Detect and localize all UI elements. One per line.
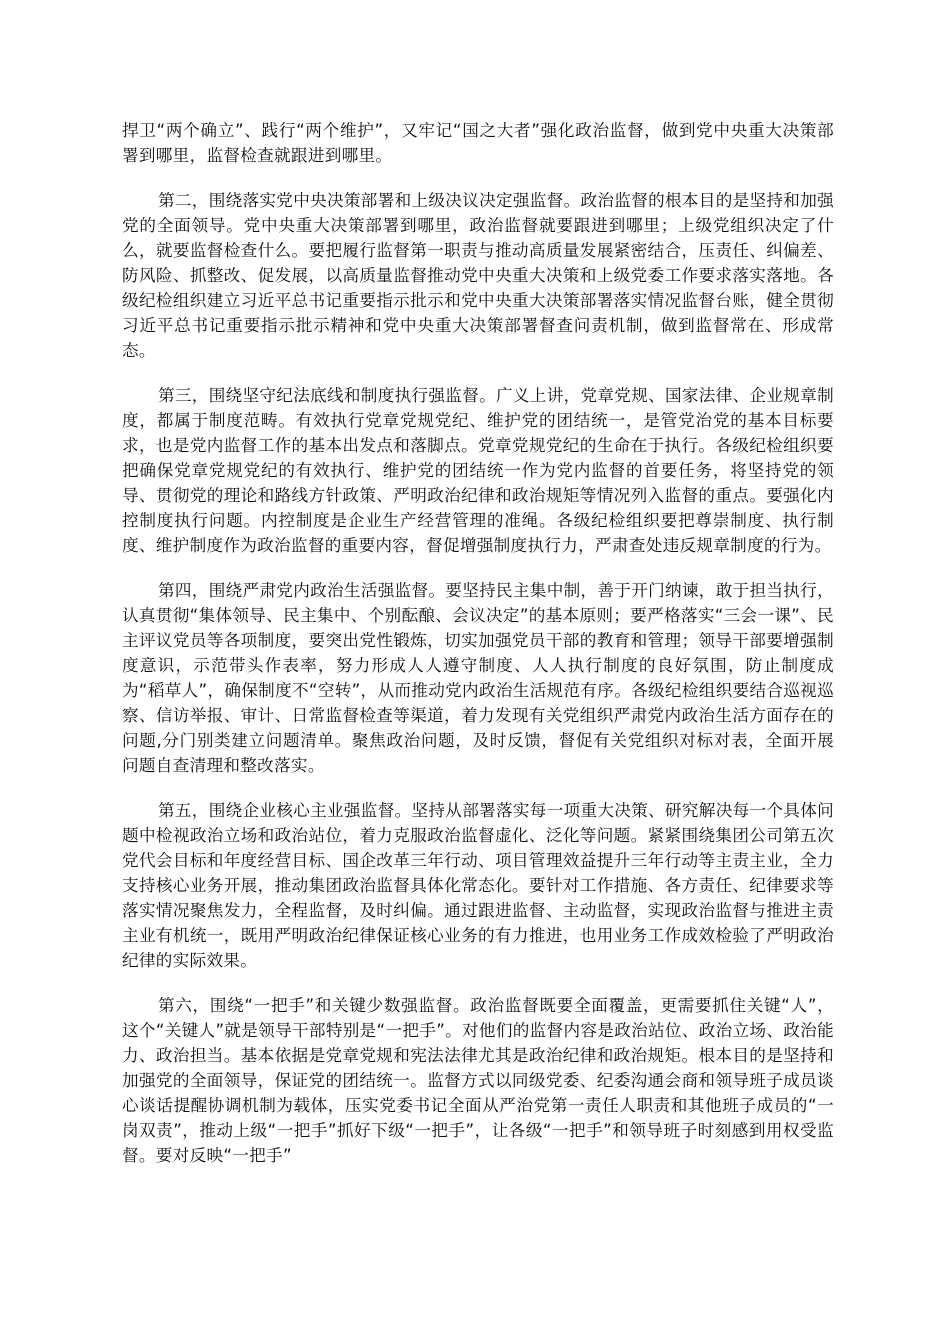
document-page	[122, 118, 834, 1188]
paragraph-fourth: 第四，围绕严肃党内政治生活强监督。要坚持民主集中制，善于开门纳谏，敢于担当执行，认真贯彻“集体领导、民主集中、个别酝酿、会议决定”的基本原则；要严格落实“三会一课”、民主评议党员等各项制度，要突出党性锻炼，切实加强党员干部的教育和管理；领导干部要增强制度意识，示范带头作表率，努力形成人人遵守制度、人人执行制度的良好氛围，防止制度成为“稻草人”，确保制度不“空转”，从而推动党内政治生活规范有序。各级纪检组织要结合巡视巡察、信访举报、审计、日常监督检查等渠道，着力发现有关党组织严肃党内政治生活方面存在的问题,分门别类建立问题清单。聚焦政治问题，及时反馈，督促有关党组织对标对表，全面开展问题自查清理和整改落实。	[122, 581, 834, 775]
paragraph-second: 第二，围绕落实党中央决策部署和上级决议决定强监督。政治监督的根本目的是坚持和加强党的全面领导。党中央重大决策部署到哪里，政治监督就要跟进到哪里；上级党组织决定了什么，就要监督检查什么。要把履行监督第一职责与推动高质量发展紧密结合，压责任、纠偏差、防风险、抓整改、促发展，以高质量监督推动党中央重大决策和上级党委工作要求落实落地。各级纪检组织建立习近平总书记重要指示批示和党中央重大决策部署落实情况监督台账，健全贯彻习近平总书记重要指示批示精神和党中央重大决策部署督查问责机制，做到监督常在、形成常态。	[122, 191, 834, 360]
paragraph-sixth: 第六，围绕“一把手”和关键少数强监督。政治监督既要全面覆盖，更需要抓住关键“人”，这个“关键人”就是领导干部特别是“一把手”。对他们的监督内容是政治站位、政治立场、政治能力、政治担当。基本依据是党章党规和宪法法律尤其是政治纪律和政治规矩。根本目的是坚持和加强党的全面领导，保证党的团结统一。监督方式以同级党委、纪委沟通会商和领导班子成员谈心谈话提醒协调机制为载体，压实党委书记全面从严治党第一责任人职责和其他班子成员的“一岗双责”，推动上级“一把手”抓好下级“一把手”，让各级“一把手”和领导班子时刻感到用权受监督。要对反映“一把手”	[122, 996, 834, 1165]
paragraph-third: 第三，围绕坚守纪法底线和制度执行强监督。广义上讲，党章党规、国家法律、企业规章制度，都属于制度范畴。有效执行党章党规党纪、维护党的团结统一，是管党治党的基本目标要求，也是党内监督工作的基本出发点和落脚点。党章党规党纪的生命在于执行。各级纪检组织要把确保党章党规党纪的有效执行、维护党的团结统一作为党内监督的首要任务，将坚持党的领导、贯彻党的理论和路线方针政策、严明政治纪律和政治规矩等情况列入监督的重点。要强化内控制度执行问题。内控制度是企业生产经营管理的准绳。各级纪检组织要把尊崇制度、执行制度、维护制度作为政治监督的重要内容，督促增强制度执行力，严肃查处违反规章制度的行为。	[122, 386, 834, 555]
paragraph-fifth: 第五，围绕企业核心主业强监督。坚持从部署落实每一项重大决策、研究解决每一个具体问题中检视政治立场和政治站位，着力克服政治监督虚化、泛化等问题。紧紧围绕集团公司第五次党代会目标和年度经营目标、国企改革三年行动、项目管理效益提升三年行动等主责主业，全力支持核心业务开展，推动集团政治监督具体化常态化。要针对工作措施、各方责任、纪律要求等落实情况聚焦发力，全程监督，及时纠偏。通过跟进监督、主动监督，实现政治监督与推进主责主业有机统一，既用严明政治纪律保证核心业务的有力推进，也用业务工作成效检验了严明政治纪律的实际效果。	[122, 801, 834, 970]
paragraph-continuation: 捍卫“两个确立”、践行“两个维护”，又牢记“国之大者”强化政治监督，做到党中央重大决策部署到哪里，监督检查就跟进到哪里。	[122, 121, 834, 165]
